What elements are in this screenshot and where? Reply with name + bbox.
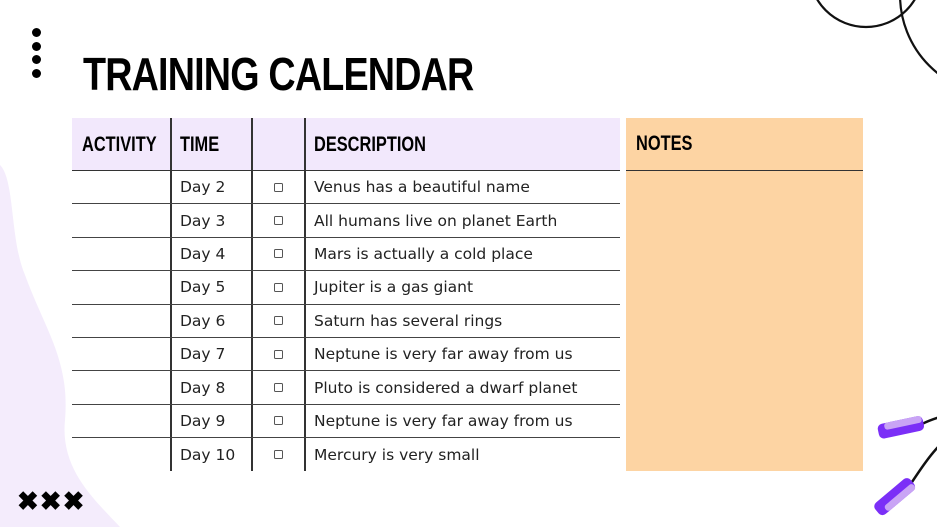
checkbox-icon xyxy=(274,350,283,359)
training-calendar-table xyxy=(72,118,620,472)
table-row xyxy=(72,271,620,304)
time-cell: Day 5 xyxy=(180,278,226,297)
checkbox[interactable] xyxy=(274,438,283,471)
checkbox-icon xyxy=(274,283,283,292)
checkbox[interactable] xyxy=(274,271,283,303)
description-cell: Mars is actually a cold place xyxy=(314,244,533,263)
time-cell: Day 2 xyxy=(180,178,226,197)
table-header-row xyxy=(72,118,620,171)
time-cell: Day 9 xyxy=(180,411,226,430)
description-cell: Venus has a beautiful name xyxy=(314,178,530,197)
header-activity: ACTIVITY xyxy=(82,132,157,156)
notes-panel xyxy=(626,118,863,471)
description-cell: Neptune is very far away from us xyxy=(314,411,573,430)
checkbox-icon xyxy=(274,450,283,459)
notes-header: NOTES xyxy=(626,118,863,171)
page-title: TRAINING CALENDAR xyxy=(83,48,474,100)
table-row xyxy=(72,171,620,204)
description-cell: All humans live on planet Earth xyxy=(314,211,558,230)
checkbox[interactable] xyxy=(274,405,283,437)
description-cell: Jupiter is a gas giant xyxy=(314,278,474,297)
header-time: TIME xyxy=(180,132,220,156)
checkbox-icon xyxy=(274,216,283,225)
checkbox[interactable] xyxy=(274,305,283,337)
time-cell: Day 10 xyxy=(180,445,236,464)
header-description: DESCRIPTION xyxy=(314,132,426,156)
table-row xyxy=(72,438,620,471)
checkbox[interactable] xyxy=(274,204,283,236)
checkbox-icon xyxy=(274,383,283,392)
time-cell: Day 4 xyxy=(180,244,226,263)
table-row xyxy=(72,305,620,338)
table-row xyxy=(72,238,620,271)
time-cell: Day 8 xyxy=(180,378,226,397)
description-cell: Mercury is very small xyxy=(314,445,480,464)
table-body xyxy=(72,171,620,472)
description-cell: Saturn has several rings xyxy=(314,311,503,330)
description-cell: Neptune is very far away from us xyxy=(314,345,573,364)
description-cell: Pluto is considered a dwarf planet xyxy=(314,378,578,397)
notes-body[interactable] xyxy=(626,171,863,470)
checkbox[interactable] xyxy=(274,338,283,370)
checkbox-icon xyxy=(274,249,283,258)
checkbox-icon xyxy=(274,183,283,192)
table-row xyxy=(72,405,620,438)
cross-marks-decoration: ✖✖✖ xyxy=(17,486,86,516)
table-row xyxy=(72,338,620,371)
time-cell: Day 7 xyxy=(180,345,226,364)
checkbox-icon xyxy=(274,416,283,425)
checkbox[interactable] xyxy=(274,238,283,270)
time-cell: Day 6 xyxy=(180,311,226,330)
time-cell: Day 3 xyxy=(180,211,226,230)
table-row xyxy=(72,204,620,237)
checkbox[interactable] xyxy=(274,371,283,403)
checkbox-icon xyxy=(274,316,283,325)
checkbox[interactable] xyxy=(274,171,283,203)
table-row xyxy=(72,371,620,404)
vertical-dots-decoration xyxy=(32,28,42,82)
